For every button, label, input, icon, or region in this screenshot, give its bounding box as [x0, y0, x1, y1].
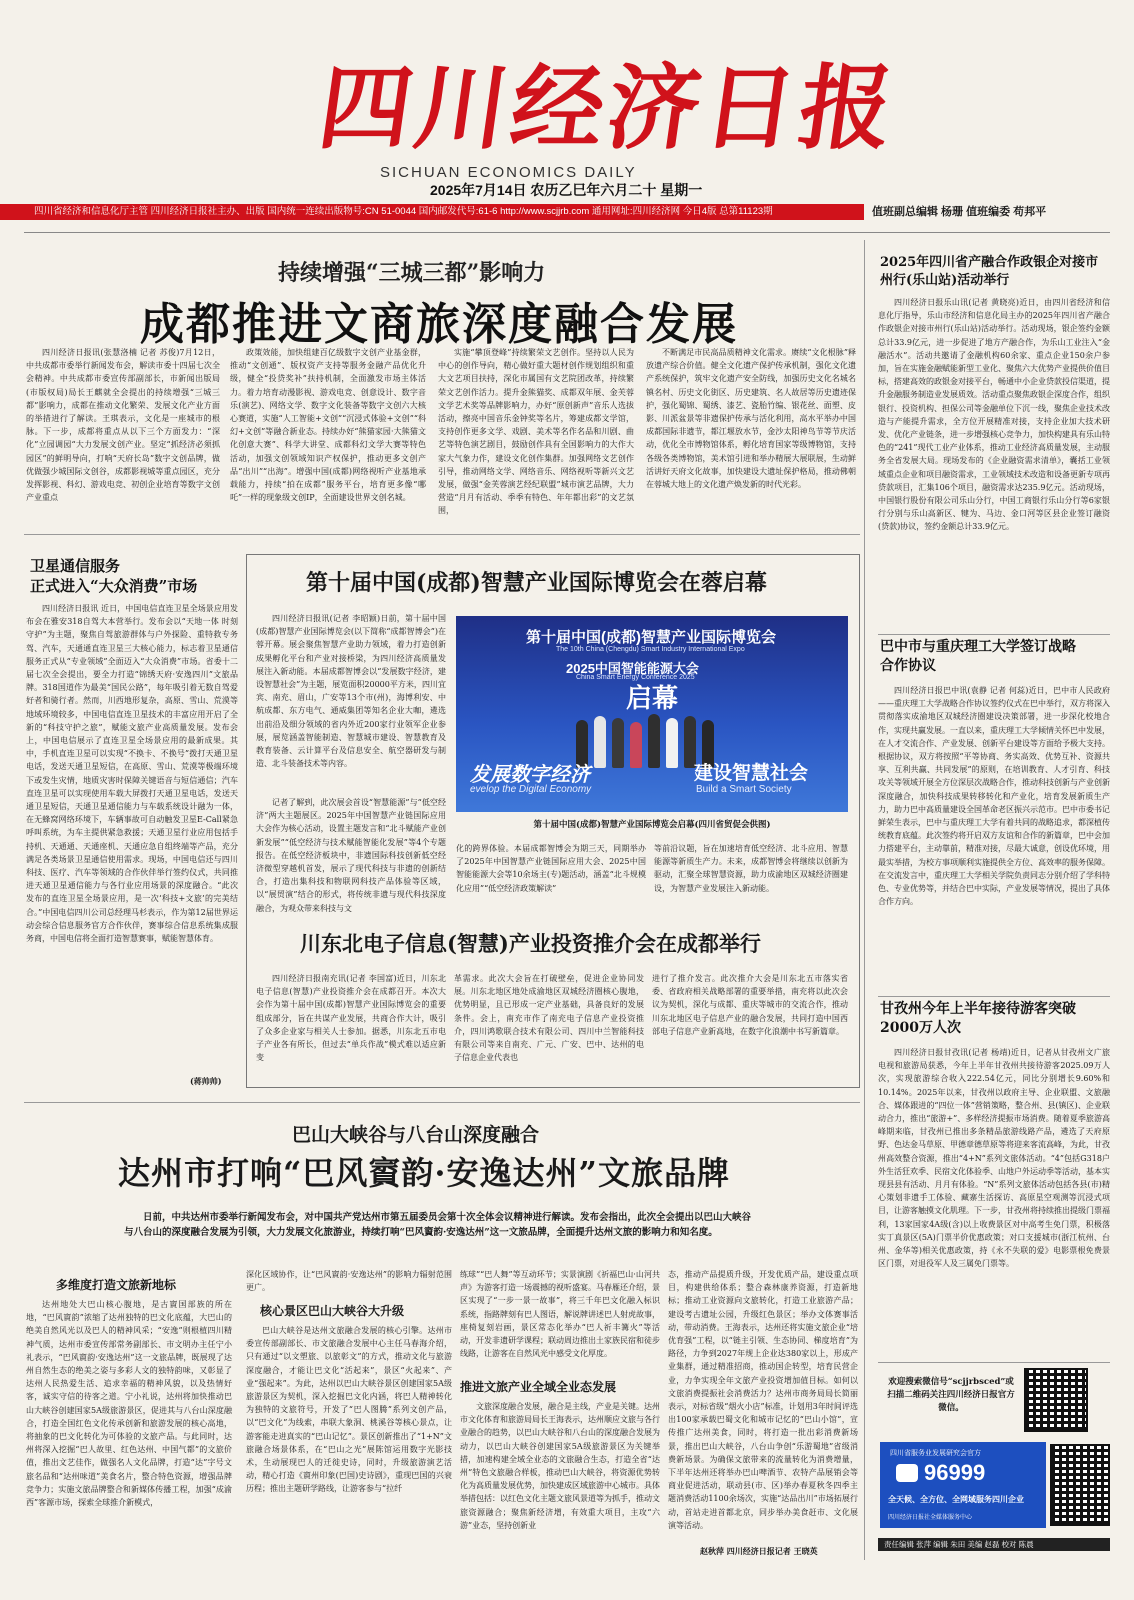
person [612, 718, 624, 768]
chuandong-col-3-text: 进行了推介发言。此次推介大会是川东北五市落实省委、省政府相关战略部署的重要举措，南充将以此次会议为契机，深化与成都、重庆等城市的交流合作，推动川东北地区电子信息产业的融合发展，共同打造中国西部电子信息产业新高地，在数字化浪潮中书写新篇章。 [652, 974, 848, 1036]
right-story-3-text: 四川经济日报甘孜讯(记者 杨靖)近日，记者从甘孜州文广旅电视和旅游局获悉，今年上半年甘孜州共接待游客2025.09万人次，实现旅游综合收入222.54亿元，同比分别增长9.60%和10.14%。2025年以来，甘孜州以政府主导、企业联盟、文旅融合、媒体跟进的“四位一体”营销策略，整合州、县(镇区)、企业联动合力，推出“旅游+”、多样经济提振市场消费。随着夏季旅游高峰期来临，甘孜州已推出多条精品旅游线路产品，遴选了天府原野、色达金马草原、甲德章德草原等将迎来客流高峰，为此，甘孜州高效整合资源，推出“4+N”系列文旅体活动。“4”包括G318户外生活狂欢季、民宿文化体验季、山地户外运动季等活动，基本实现县县有活动、月月有体验。“N”系列文旅体活动包括各县(市)精心策划非遗手工体验、藏寨生活探访、高原星空观测等沉浸式项目，让游客触摸文化肌理。下一步，甘孜州将持续推出提级门票福利，13家国家4A级(含)以上收费景区对中高考生免门票，积极落实丁真景区(5A)门票半价优惠政策；对口支援城市(浙江杭州、台州、金华等)相关优惠政策，持《永不失联的爱》电影票根免费景区门票，对退役军人及三属免门票等。 [878, 1048, 1110, 1269]
lead-title[interactable]: 成都推进文商旅深度融合发展 [140, 299, 738, 350]
bottom-col-3b-text: 文旅深度融合发展，融合是主线，产业是关键。达州市文化体育和旅游局局长王海表示，达州顺应文旅与各行业融合的趋势，以巴山大峡谷和八台山的深度融合发展为动力，以巴山大峡谷创建国家5A级旅游景区为关键举措，加速构建全域全业态的文旅融合生态，打造全省“达州”特色文旅融合样板，推动巴山大峡谷，将资源优势转化为高质量发展优势，加快建成区域旅游中心城市。具体举措包括：以红色文化主题文旅风景道等为抓手，推动文旅资源融合；聚焦新经济增，有效重大项目，主攻“六游”业态，坚持创新业 [460, 1402, 660, 1530]
lead-col-3-text: 实施“攀顶登峰”持续繁荣文艺创作。坚持以人民为中心的创作导向，精心做好重大题材创作规划组织和重大文艺项目扶持，深化市属国有文艺院团改革，持续繁荣文艺创作活力。提升金熊猫奖、成都双年展、金芙蓉文学艺术奖等品牌影响力，办好“原创新声”音乐人选拔活动，擦亮中国音乐金钟奖等名片，筹建成都文学馆，支持创作更多文学、戏剧、美术等名作名品和川剧、曲艺等特色演艺剧目，鼓励创作具有全国影响力的大作大家大气象力作，建设文化创作集群。加强网络文艺创作引导，推动网络文学、网络音乐、网络视听等新兴文艺发展，做强“金芙蓉演艺经纪联盟”城市演艺品牌，大力营造“月月有活动、季季有特色、年年都出彩”的文艺氛围， [438, 348, 634, 516]
hotline-number: 96999 [924, 1460, 986, 1485]
photo-slogan-1-en: evelop the Digital Economy [470, 784, 592, 795]
bottom-col-1 [26, 1298, 232, 1558]
bottom-col-2 [246, 1268, 452, 1296]
bottom-col-3-text: 练球”“巴人舞”等互动环节；实景演剧《祈福巴山·山河共声》为游客打造一场震撼的视听盛宴。马春雁还介绍，景区实现了“一步一景一故事”，将三千年巴文化融入标识系统，指路牌刻有巴人图语，解说牌讲述巴人射虎故事，座椅复刻岩画，景区常态化举办“巴人祈丰篝火”等活动，开发非遗研学课程；联动周边推出土家族民宿和徒步线路，让游客在自然风光中感受文化厚度。 [460, 1270, 660, 1359]
newspaper-logo[interactable] [312, 52, 904, 164]
service-foot-text: 四川经济日报社全媒体服务中心 [888, 1515, 973, 1521]
right-story-1-text: 四川经济日报乐山讯(记者 黄晓亮)近日，由四川省经济和信息化厅指导，乐山市经济和信息化局主办的2025年四川省产融合作政银企对接市州行(乐山站)活动举行。活动现场，银企签约金额总计33.9亿元，进一步促进了地方产融合作，为乐山工业注入“金融活水”。活动共邀请了金融机构60余家、重点企业150余户参加，旨在实施金融赋能新型工业化、聚焦六大优势产业提供价值目标，搭建高效的政银金对接平台，畅通中小企业贷款投信渠道，提升金融服务制造业发展质效。活动重点聚焦政银企深度合作，组织银行、投资机构、担保公司等金融单位下沉一线，聚焦企业技术改造与产能提升需求，全方位开展精准对接，支持企业加大技术研发、优化产业链条，进一步增强核心竞争力，加快构建具有乐山特色的“241”现代工业产业体系，推动工业经济高质量发展，主动服务全省发展大局。现场发布的《企业融资需求清单》，囊括工业领域重点企业和项目融资需求，工业领域技术改造和设备更新专项再贷款项目，汇集106个项目，融资需求达235.9亿元。活动现场，中国银行股份有限公司乐山分行，中国工商银行乐山分行等6家银行分别与乐山高新区、犍为、马边、金口河等区县企业签订融资(贷款)协议，签约金额总计33.9亿元。 [878, 298, 1110, 532]
expo-col-2 [256, 796, 446, 913]
dateline: 2025年7月14日 农历乙巳年六月二十 星期一 [430, 182, 703, 198]
photo-caption: 第十届中国(成都)智慧产业国际博览会启幕(四川省贸促会供图) [533, 820, 771, 830]
person [648, 714, 660, 768]
masthead [0, 0, 1134, 218]
section-head-3: 推进文旅产业全域全业态发展 [460, 1380, 617, 1394]
lead-col-4 [646, 346, 856, 522]
english-name: SICHUAN ECONOMICS DAILY [380, 164, 637, 181]
left-story-text: 四川经济日报讯 近日，中国电信直连卫星全场景应用发布会在雅安318自驾大本营举行。发布会以“天地一体 时刻守护”为主题，聚焦自驾旅游群体与户外探险、重特救专务驾、汽车，天通通直连卫星三大核心能力，标志着卫星通信服务正式从“专业领域”全面迈入“大众消费”市场。省委十二届七次全会提出，要全力打造“锦绣天府·安逸四川”文旅品牌。318国道作为最美“国民公路”，每年吸引着无数自驾爱好者和骑行者。然而，川西地形复杂，高原、雪山、荒漠等地域环境较多，中国电信直连卫星技术的丰富应用开启了全新的“科技守护之旅”，赋能文旅产业高质量发展。发布会上，中国电信展示了直连卫星全场景应用的最新成果。其中，手机直连卫星可以实现“不换卡、不换号”拨打天通卫星电话，发送天通卫星短信，在高原、雪山、荒漠等极端环境下或发生灾情，地质灾害时保障关键语音与短信通信；汽车直连卫星可以实现使用车载大屏拨打天通卫星电话，发送天通卫星短信，天通卫星通信能力与车载系统设计融为一体，在无蜂窝网络环境下，车辆事故可自动触发卫星E-Call紧急呼叫系统，为车主提供紧急救援；天通卫星行业应用包括手持机、天通通、天通座机、天通应急自组终端等产品，充分满足各类场景卫星通信使用需求。现场，中国电信还与四川科技、医疗、汽车等领域的合作伙伴举行签约仪式，共同推进天通卫星通信能力与各行业应用场景的深度融合。“此次发布的直连卫星全场景应用，是一次‘科技+文旅’的完美结合。”中国电信四川公司总经理马杉表示，作为第12届世界运动会综合信息服务官方合作伙伴，赛事综合信息系统集成服务商，中国电信将全面打造智慧赛事，赋能智慧体育。 [26, 604, 238, 944]
expo-col-4-text: 等前沿议题，旨在加速培育低空经济、北斗应用、智慧能源等新质生产力。未来，成都智博会将继续以创新为驱动，汇聚全球智慧资源，助力成渝地区双城经济圈建设，为智慧产业发展注入新动能。 [654, 844, 848, 893]
bottom-col-1-text: 达州地处大巴山核心腹地，是古賨国部族的所在地，“巴风賨韵”浓缩了达州独特的巴文化底蕴，大巴山的绝美自然风光以及巴人的精神风采；“安逸”则根植四川精神气质，达州市委宣传部常务副部长、市文明办主任宁小礼表示，“巴风賨韵·安逸达州”这一文旅品牌，既展现了达州自然生态的绝美之姿与多彩人文的独特韵味，又彰显了达州人民热爱生活、追求幸福的精神风貌，以及热情好客，诚实守信的待客之道。宁小礼说，达州将加快推动巴山大峡谷创建国家5A级旅游景区，促进其与八台山深度融合，打造全国红色文化传承创新和旅游发展的核心高地，将抽象的巴文化转化为可体验的文旅产品。与此同时，达州将深入挖掘“巴人故里、红色达州、中国气都”的文旅价值，推出文艺佳作，做强名人文化品牌，打造“达”字号文旅名品和“达州味道”美食名片，整合特色资源，增强品牌竞争力；实施文旅品牌整合和新媒体传播工程，加强“成渝西”客源市场，探索全球推介新模式， [26, 1300, 232, 1508]
bottom-title[interactable]: 达州市打响“巴风賨韵·安逸达州”文旅品牌 [118, 1154, 730, 1192]
photo-sub-en: China Smart Energy Conference 2025 [576, 674, 695, 681]
bottom-col-2b [246, 1324, 452, 1558]
expo-title[interactable]: 第十届中国(成都)智慧产业国际博览会在蓉启幕 [306, 570, 767, 596]
lead-col-4-text: 不断满足市民高品质精神文化需求。赓续“文化根脉”释放遗产综合价值。健全文化遗产保护传承机制，强化文化遗产系统保护，筑牢文化遗产安全防线，加强历史文化名城名镇名村、历史文化街区、历史建筑、名人故居等历史遗迹保护，强化蜀锦、蜀绣、漆艺、瓷胎竹编、银花丝、面塑、皮影、川派盆景等非遗保护传承与活化利用，高水平举办中国成都国际非遗节，都江堰放水节，金沙太阳神鸟节等节庆活动，优化全市博物馆体系，孵化培育国家等级博物馆，支持各级各类博物馆，美术馆引进和举办精展大展联展，生动鲜活讲好天府文化故事，加快建设大遗址保护格局，推动佛朝在蓉城大地上的文化遗产焕发新的时代光彩。 [646, 348, 856, 490]
wechat-promo[interactable] [878, 1366, 1110, 1434]
left-story-title[interactable] [30, 556, 230, 596]
publication-info-bar: 四川省经济和信息化厅主管 四川经济日报社主办、出版 国内统一连续出版物号:CN 51-0044 国内邮发代号:61-6 http://www.scjjrb.com 通用网址:四川经济网 今日4版 总第11123期 [0, 204, 864, 220]
lead-col-3 [438, 346, 634, 522]
service-bottom-text: 全天候、全方位、全网域服务四川企业 [888, 1495, 1024, 1504]
wechat-promo-text: 欢迎搜索微信号“scjjrbsced”或扫描二维码关注四川经济日报官方微信。 [887, 1377, 1015, 1413]
left-story-title-line2: 正式进入“大众消费”市场 [30, 577, 198, 595]
right-story-1-body [878, 296, 1110, 630]
right-story-1-title[interactable]: 2025年四川省产融合作政银企对接市州行(乐山站)活动举行 [880, 255, 1099, 288]
lead-subtitle[interactable]: 持续增强“三城三都”影响力 [278, 260, 546, 286]
service-qr-icon[interactable] [1050, 1444, 1110, 1526]
right-story-2-text: 四川经济日报巴中讯(袁静 记者 何蕊)近日，巴中市人民政府——重庆理工大学战略合作协议签约仪式在巴中举行，双方将深入贯彻落实成渝地区双城经济圈建设决策部署，进一步深化校地合作，实现共赢发展。一直以来，重庆理工大学倾情关怀巴中发展，在人才交流合作、产业发展、创新平台建设等方面给予极大支持。根据协议，双方将按照“平等协商、务实高效、优势互补、资源共享、互利共赢、共同发展”的原则，在培训教育、人才引育、科技攻关等领域开展全方位深层次战略合作，推动科技创新与产业创新深度融合，加快科技成果转移转化和产业化，培育发展新质生产力，助力巴中高质量建设全国革命老区振兴示范市。巴中市委书记鲜荣生表示，巴中与重庆理工大学有着共同的战略追求，都深植传统教育底蕴。此次签约将开启双方友谊和合作的新篇章，巴中会加力搭建平台，主动靠前，精准对接，尽最大诚意，创设优环境，用最实举措，为校方事项顺利实施提供全方位、高效率的服务保障。在交流发言中，重庆理工大学相关学院负责同志分别介绍了学科特色、专业优势等，并结合巴中实际，产业发展等情况，提出了具体合作方向。 [878, 686, 1110, 907]
person [630, 722, 642, 768]
chuandong-col-2-text: 革需求。此次大会旨在打破壁垒，促进企业协同发展。川东北地区地处成渝地区双城经济圈核心腹地，优势明显，且已形成一定产业基础，具备良好的发展条件。会上，南充市作了南充电子信息产业投资推介，四川鸿歌联合技术有限公司、四川中兰智能科技有限公司等来自南充、广元、广安、巴中、达州的电子信息企业代表也 [454, 974, 644, 1063]
bottom-byline: 赵秋萍 四川经济日报记者 王晓英 [700, 1546, 818, 1556]
person [666, 718, 678, 768]
right-story-2-title[interactable]: 巴中市与重庆理工大学签订战略合作协议 [880, 639, 1076, 674]
expo-col-1-text: 四川经济日报讯(记者 李昭颖)日前，第十届中国(成都)智慧产业国际博览会(以下简称“成都智博会”)在蓉开幕。展会聚焦智慧产业助力领域，着力打造创新成果孵化平台和产业对接桥梁，为四川经济高质量发展注入新动能。本届成都智博会以“发展数字经济，建设智慧社会”为主题，展览面积20000平方米，四川宜宾、南充、眉山，广安等13个市(州)，海博利安、中航成都、东方电气、通威集团等知名企业大咖，遴选出前沿及细分领域的省内外近200家行业领军企业参展，展览涵盖智能制造、智慧城市建设、智慧教育及教育装备、云计算平台及信息安全、航空器研发与制造、北斗装备技术等内容。 [256, 614, 446, 769]
bottom-col-2b-text: 巴山大峡谷是达州文旅融合发展的核心引擎。达州市委宣传部副部长、市文旅融合发展中心主任马春海介绍，只有通过“以文塑旅、以旅彰文”的方式，推动文化与旅游深度融合，才能让巴文化“活起来”，景区“火起来”、产业“强起来”。为此，达州以巴山大峡谷景区创建国家5A级旅游景区为契机，深入挖掘巴文化内涵，将巴人精神转化为独特的文旅符号，开发了“巴人图腾”系列文创产品，以“巴文化”为线索，串联大象洞、桃溪谷等核心景点，让游客能走进真实的“巴山记忆”。景区创新推出了“1+N”文旅融合场景体系，在“巴山之光”展陈馆运用数字光影技术，生动展现巴人的迁徙史诗，同时，升级旅游演艺活动，精心打造《賨州印象(巴国)史诗剧》，重现巴国的兴衰历程；推出主题研学路线，让游客参与“拉纤 [246, 1326, 452, 1494]
chuandong-title[interactable]: 川东北电子信息(智慧)产业投资推介会在成都举行 [300, 931, 761, 956]
lead-col-2-text: 政策效能，加快组建百亿级数字文创产业基金群，推动“文创通”、版权资产支持等服务金融产品优化升级，健全“投贷奖补”扶持机制，全面激发市场主体活力。着力培育动漫影视、游戏电竞、创意设计、数字音乐(演艺)、网络文学、数字文化装备等数字文创六大核心赛道，实施“人工智能+文创”“沉浸式体验+文创”“科幻+文创”等融合新业态。持续办好“熊猫家园·大熊猫文化创意大赛”、科学大讲堂、成都科幻文学大赛等特色活动，加强文创领域知识产权保护，推动更多文创产品“出川”“出海”。增强中国(成都)网络视听产业基地承载能力，持续“拍在成都”服务平台，培育更多像“哪吒”一样的现象级文创IP，全面建设世界文创名城。 [230, 348, 426, 503]
photo-slogan-1: 发展数字经济 [470, 764, 590, 786]
expo-col-4 [654, 842, 848, 902]
bottom-story-rule [24, 1102, 860, 1103]
lead-col-2 [230, 346, 426, 522]
bottom-subtitle[interactable]: 巴山大峡谷与八台山深度融合 [292, 1124, 540, 1146]
expo-col-2-text: 记者了解到，此次展会首设“智慧能源”与“低空经济”两大主题展区。2025年中国智慧产业链国际应用大会作为核心活动，设置主题发言和“北斗赋能产业创新发展”“低空经济与技术赋能智能化发展”等4个专题报告。在低空经济板块中，非遗国际科技创新低空经济微型穿越机首发，展示了现代科技与非遗的创新结合，打造出集科技和物联网科技产品体验等区域，以“展贸演”结合的形式，将传统非遗与现代科技深度融合，为观众带来科技与文 [256, 798, 446, 913]
expo-photo[interactable] [456, 616, 848, 812]
duty-editors: 值班副总编辑 杨珊 值班编委 苟邦平 [872, 206, 1047, 218]
service-top-text: 四川省服务业发展研究会官方 [890, 1450, 981, 1457]
section-head-2: 核心景区巴山大峡谷大升级 [260, 1304, 405, 1318]
bottom-col-3 [460, 1268, 660, 1372]
chuandong-col-3 [652, 972, 848, 1082]
right-story-3-body [878, 1046, 1110, 1358]
photo-banner-sub: 2025中国智能能源大会 [566, 661, 699, 676]
right-story-3-title[interactable]: 甘孜州今年上半年接待游客突破2000万人次 [880, 1001, 1076, 1036]
left-story-body [26, 602, 238, 1072]
bottom-lead: 日前，中共达州市委举行新闻发布会，对中国共产党达州市第五届委员会第十次全体会议精神进行解读。发布会指出，此次全会提出以巴山大峡谷与八台山的深度融合发展为引领，大力发展文化旅游业，持续打响“巴风賨韵·安逸达州”这一文旅品牌，全面提升达州文旅的影响力和知名度。 [124, 1212, 752, 1238]
right-rule-1 [878, 634, 1110, 635]
right-rule-2 [878, 996, 1110, 997]
phone-icon [896, 1464, 918, 1482]
expo-col-3 [456, 842, 646, 902]
bottom-col-4-text: 态，推动产品提质升级，开发优质产品，建设重点项目，构建供给体系；整合森林康养资源，打造新地标；推动工业资源向文旅转化，打造工业旅游产品；建设考古遗址公园，升级红色景区；举办文体赛事活动，带动消费。王海表示，达州还将实施文旅企业“培优育强”工程，以“链主引领、生态协同、梯度培育”为路径，力争到2027年规上企业达380家以上，形成产业集群，通过精准招商，推动国企转型，培育民营企业，力争实现全年文旅产业投资增加值目标。如何以文旅消费提振社会消费活力？达州市商务局局长简丽表示，对标省级“烟火小店”标准，计划用3年时间评选出100家承载巴蜀文化和城市记忆的“巴山小馆”，宣传推广达州美食，同时，将打造一批出彩消费新场景，推出巴山大峡谷，八台山争创“乐游蜀地”省级消费新场景。为确保文旅带来的流量转化为消费增量，下半年达州还将举办巴山啤酒节、农特产品展销会等商业促进活动，联动县(市、区)举办春夏秋冬四季主题消费活动1100余场次，实施“达品出川”市场拓展行动，首站走进首都北京，同步举办美食赶市、文化展演等活动。 [668, 1270, 858, 1530]
editor-credits: 责任编辑 张萍 编辑 朱田 美编 赵磊 校对 陈晨 [878, 1538, 1110, 1551]
wechat-qr-icon[interactable] [1024, 1368, 1088, 1432]
lead-col-1 [26, 346, 220, 522]
photo-banner-en: The 10th China (Chengdu) Smart Industry International Expo [556, 646, 745, 653]
right-column-divider [864, 240, 865, 1560]
top-rule [24, 232, 1110, 233]
left-story-title-line1: 卫星通信服务 [30, 557, 121, 575]
bottom-col-2-text: 深化区域协作，让“巴风賨韵·安逸达州”的影响力辐射范围更广。 [246, 1270, 452, 1293]
expo-col-3-text: 化的跨界体验。本届成都智博会为期三天，同期举办了2025年中国智慧产业链国际应用大会、2025中国智能能源大会等10余场主(专)题活动，涵盖“北斗规模化应用”“低空经济政策解读” [456, 844, 646, 893]
chuandong-col-1 [256, 972, 446, 1082]
logo-text: 四川经济日报 [312, 54, 904, 162]
chuandong-col-2 [454, 972, 644, 1082]
service-hotline-promo[interactable] [880, 1442, 1046, 1528]
photo-slogan-2: 建设智慧社会 [694, 763, 809, 784]
person [594, 716, 606, 768]
photo-kaimu: 启幕 [626, 683, 679, 713]
right-story-2-body [878, 684, 1110, 992]
photo-slogan-2-en: Build a Smart Society [696, 784, 792, 795]
lead-bottom-rule [24, 534, 860, 535]
bottom-col-4 [668, 1268, 858, 1546]
promo-rule [878, 1362, 1110, 1363]
chuandong-col-1-text: 四川经济日报南充讯(记者 李国富)近日，川东北电子信息(智慧)产业投资推介会在成都召开。本次大会作为第十届中国(成都)智慧产业国际博览会的重要组成部分，旨在共谋产业发展，共商合作大计，吸引了众多企业家与相关人士参加。据悉，川东北五市电子产业各有所长，但过去“单兵作战”模式难以适应新变 [256, 974, 446, 1063]
photo-banner-cn: 第十届中国(成都)智慧产业国际博览会 [526, 629, 776, 646]
lead-col-1-text: 四川经济日报讯(张慧洛楠 记者 苏俊)7月12日，中共成都市委举行新闻发布会，解读市委十四届七次全会精神。中共成都市委宣传部副部长，市新闻出版局(市版权局)局长王麒就全会提出的持续增强“三城三都”影响力，成都在推动文化繁荣、发展文化产业方面的举措进行了解读。王琪表示，文化是一座城市的根脉。下一步，成都将重点从以下三个方面发力：“深化”立园调园“大力发展文创产业。坚定“抓经济必须抓园区”的鲜明导向，打响“天府长岛”数字文创品牌，做优做强少城国际文创谷，成都影视城等重点园区，充分发挥影视、科幻、游戏电竞、初创企业培育等数字文创产业重点 [26, 348, 220, 503]
left-story-byline: (蒋帅帅) [190, 1076, 222, 1086]
bottom-col-3b [460, 1400, 660, 1558]
section-head-1: 多维度打造文旅新地标 [56, 1278, 177, 1292]
